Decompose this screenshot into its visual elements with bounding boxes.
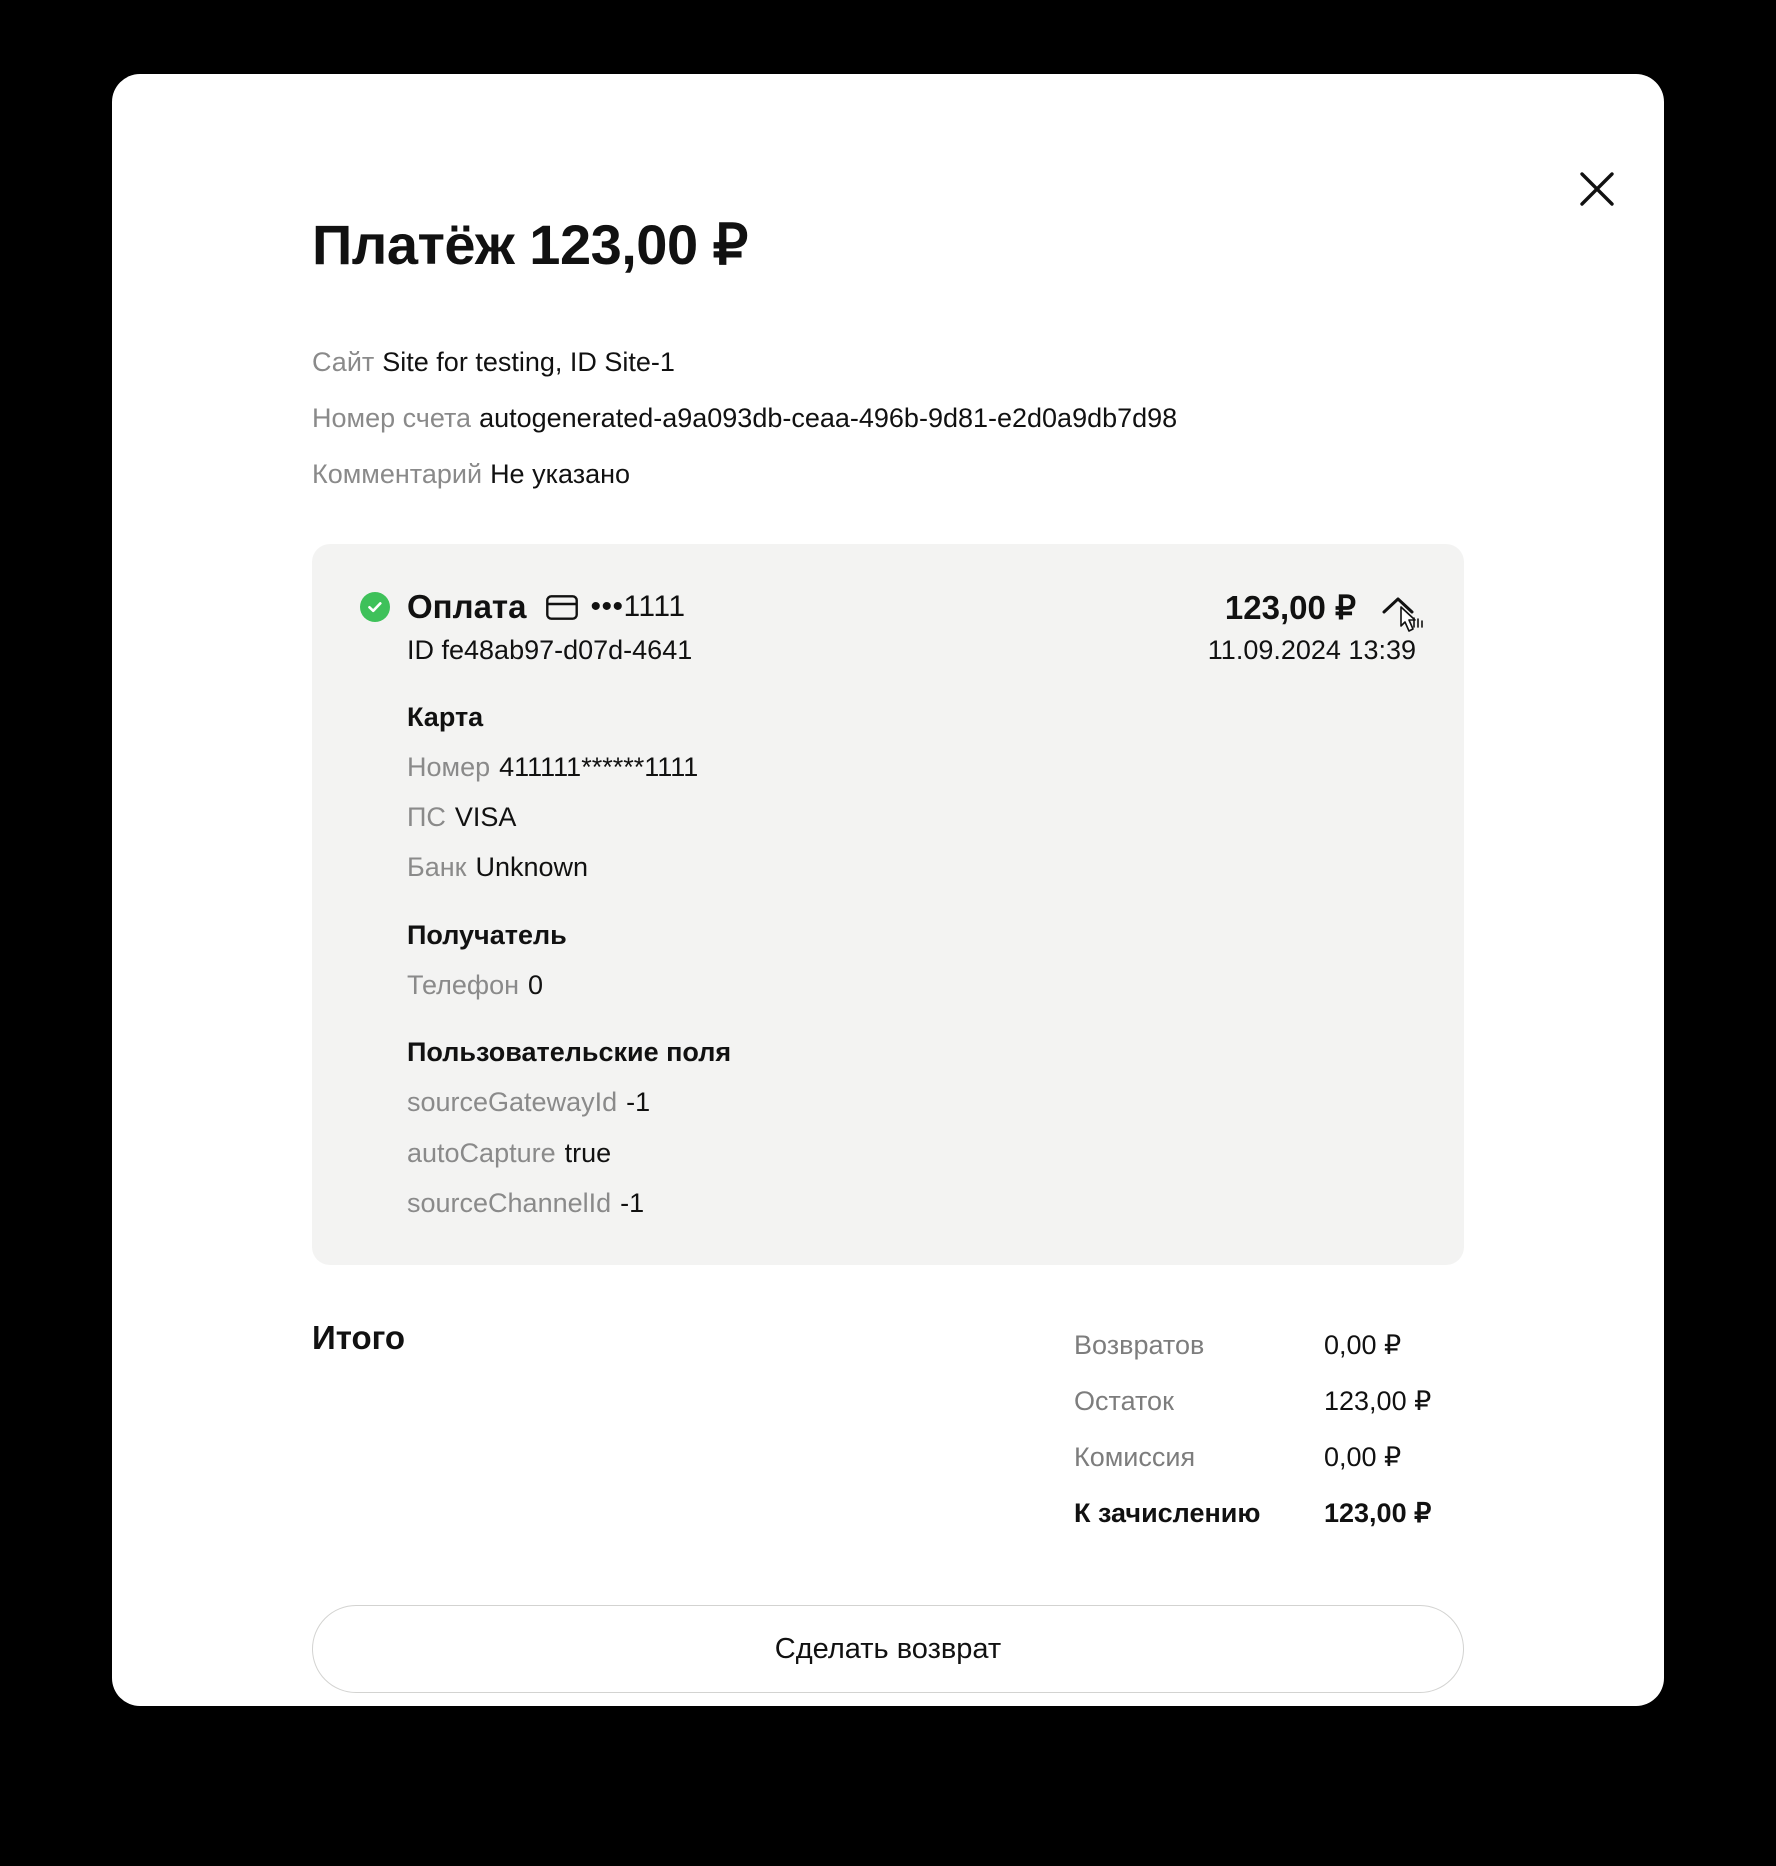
card-system-row xyxy=(360,801,1416,833)
totals-section xyxy=(312,1317,1464,1541)
close-button[interactable] xyxy=(1570,162,1624,216)
meta-label-comment: Комментарий xyxy=(312,458,483,489)
operation-amount: 123,00 ₽ xyxy=(1224,588,1356,626)
meta-row-site xyxy=(312,334,1464,390)
modal-content xyxy=(312,214,1464,1693)
totals-title: Итого xyxy=(312,1319,406,1357)
operation-title: Оплата xyxy=(407,588,527,626)
section-title-card: Карта xyxy=(407,701,484,732)
check-circle-icon xyxy=(360,592,390,622)
totals-label-balance: Остаток xyxy=(1074,1386,1174,1417)
chevron-up-icon xyxy=(1381,595,1415,620)
recipient-phone-value: 0 xyxy=(528,969,544,1000)
meta-row-account-number xyxy=(312,390,1464,446)
totals-value-balance: 123,00 ₽ xyxy=(1324,1386,1432,1417)
custom-field-label: autoCapture xyxy=(407,1137,556,1168)
meta-row-comment xyxy=(312,446,1464,502)
meta-value-account-number: autogenerated-a9a093db-ceaa-496b-9d81-e2d0a9db7d98 xyxy=(479,402,1178,433)
custom-field-value: -1 xyxy=(620,1187,645,1218)
totals-row-payout xyxy=(1074,1485,1464,1541)
payment-details-modal xyxy=(112,74,1664,1706)
meta-label-account-number: Номер счета xyxy=(312,402,472,433)
meta-value-comment: Не указано xyxy=(490,458,631,489)
operation-date: 11.09.2024 13:39 xyxy=(1207,634,1416,665)
recipient-phone-row xyxy=(360,969,1416,1001)
recipient-phone-label: Телефон xyxy=(407,969,520,1000)
card-number-row xyxy=(360,751,1416,783)
operation-header xyxy=(360,588,1416,627)
custom-field-row xyxy=(360,1187,1416,1219)
make-refund-button[interactable]: Сделать возврат xyxy=(312,1605,1464,1693)
card-bank-row xyxy=(360,851,1416,883)
meta-label-site: Сайт xyxy=(312,346,375,377)
totals-value-commission: 0,00 ₽ xyxy=(1324,1442,1402,1473)
totals-value-payout: 123,00 ₽ xyxy=(1324,1498,1432,1529)
credit-card-icon xyxy=(546,595,578,620)
card-mask: •••1111 xyxy=(590,590,686,624)
operation-card xyxy=(312,544,1464,1266)
card-number-label: Номер xyxy=(407,751,491,782)
totals-row-balance xyxy=(1074,1373,1464,1429)
custom-field-label: sourceChannelId xyxy=(407,1187,612,1218)
totals-label-commission: Комиссия xyxy=(1074,1442,1196,1473)
close-icon xyxy=(1578,170,1616,208)
operation-id: ID fe48ab97-d07d-4641 xyxy=(407,634,693,665)
card-bank-label: Банк xyxy=(407,852,467,883)
custom-field-row xyxy=(360,1137,1416,1169)
totals-label-refunds: Возвратов xyxy=(1074,1330,1205,1361)
operation-amount-group xyxy=(1225,588,1416,627)
meta-value-site: Site for testing, ID Site-1 xyxy=(382,346,675,377)
totals-table xyxy=(1074,1317,1464,1541)
custom-field-value: -1 xyxy=(626,1087,651,1118)
section-title-recipient: Получатель xyxy=(407,919,567,950)
card-system-label: ПС xyxy=(407,801,446,832)
custom-field-value: true xyxy=(564,1137,612,1168)
custom-field-row xyxy=(360,1086,1416,1118)
totals-label-payout: К зачислению xyxy=(1074,1498,1261,1529)
collapse-toggle-button[interactable] xyxy=(1380,589,1416,625)
section-title-custom-fields: Пользовательские поля xyxy=(407,1037,732,1068)
totals-row-refunds xyxy=(1074,1317,1464,1373)
totals-row-commission xyxy=(1074,1429,1464,1485)
card-number-value: 411111******1111 xyxy=(499,751,699,782)
page-title: Платёж 123,00 ₽ xyxy=(312,213,748,276)
operation-subline xyxy=(360,635,1416,666)
card-bank-value: Unknown xyxy=(475,852,589,883)
custom-field-label: sourceGatewayId xyxy=(407,1087,618,1118)
totals-value-refunds: 0,00 ₽ xyxy=(1324,1330,1402,1361)
card-system-value: VISA xyxy=(454,801,517,832)
